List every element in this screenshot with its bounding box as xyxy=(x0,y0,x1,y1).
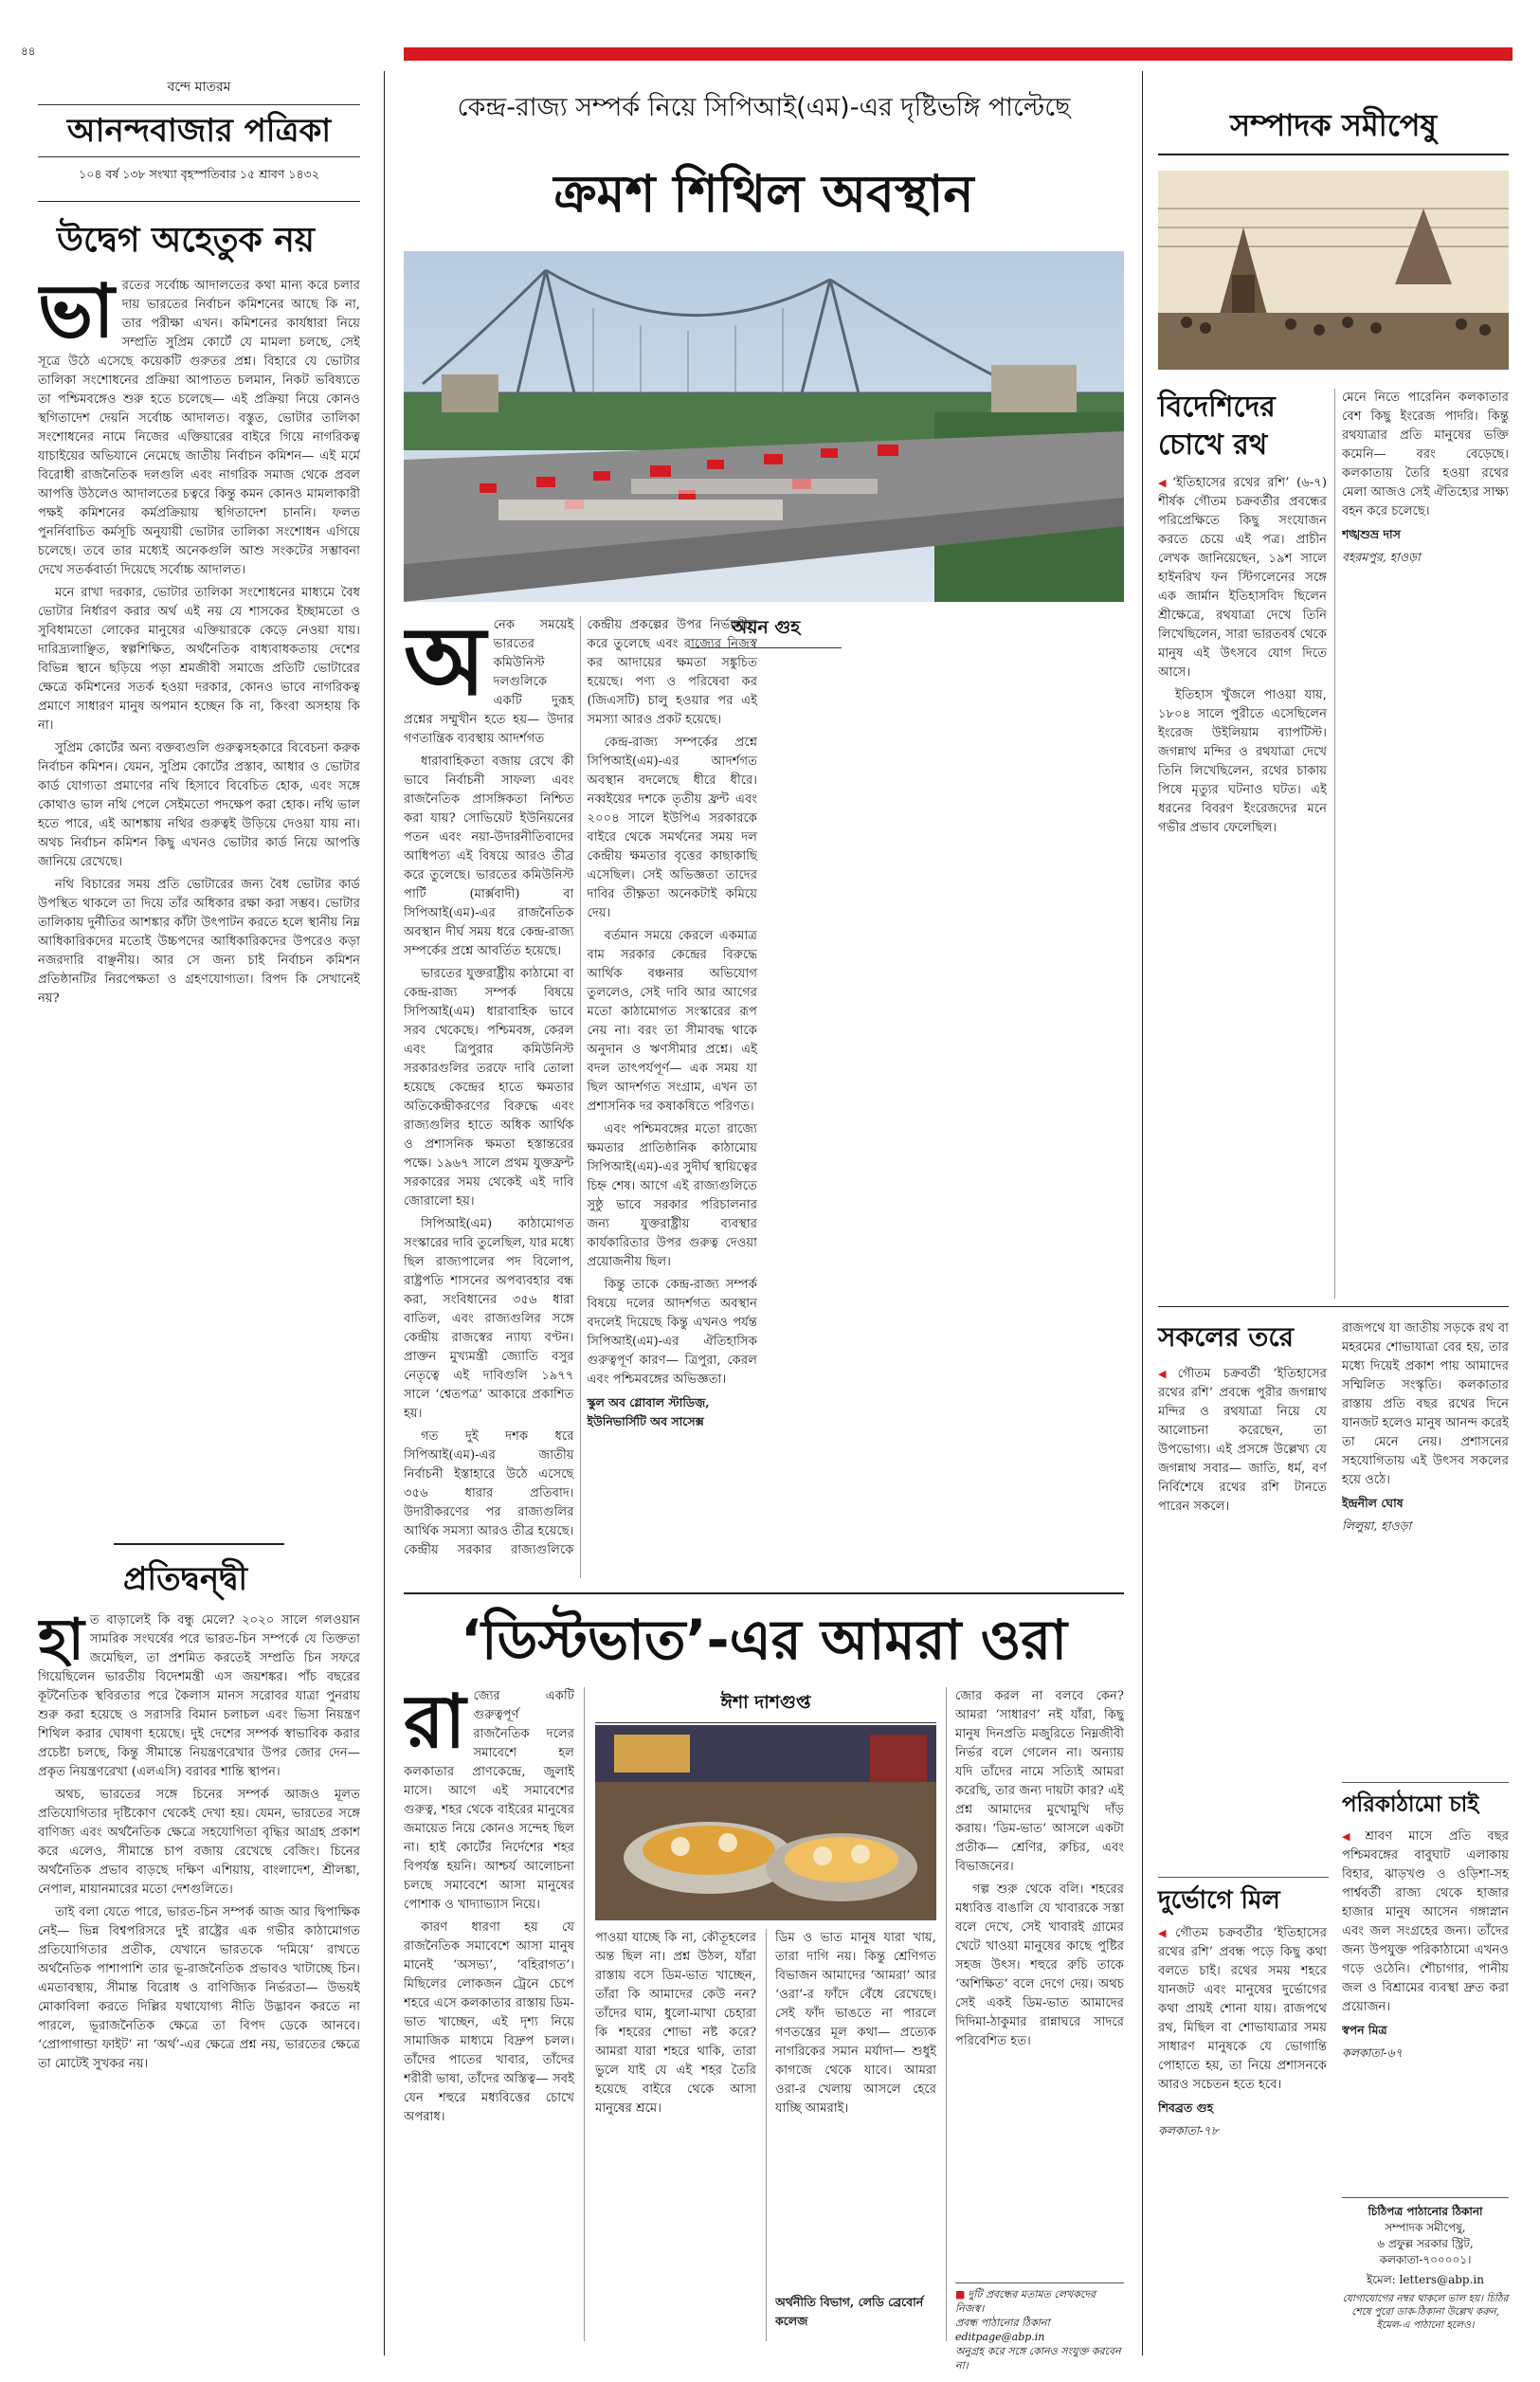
editorial2-dropcap: হা xyxy=(38,1611,84,1673)
article1-lead: নেক সময়েই ভারতের কমিউনিস্ট দলগুলিকে একটি দুরূহ প্রশ্নের সম্মুখীন হতে হয়— উদার গণতান্ত্রিক ব্যবস্থায় আদর্শগত xyxy=(404,618,574,746)
editorial2-para: অথচ, ভারতের সঙ্গে চিনের সম্পর্ক আজও মূলত প্রতিযোগিতার দৃষ্টিকোণ থেকেই দেখা হয়। যেমন, ভারতের সঙ্গে বাণিজ্য এবং অর্থনৈতিক ক্ষেত্রে সহযোগিতা বৃদ্ধির আগ্রহ প্রকাশ করে এলেও, সীমান্তে চাপ বজায় রেখেছে বেজিং। চিনের অর্থনৈতিক প্রভাব বাড়ছে দক্ষিণ এশিয়ায়, বাংলাদেশ, শ্রীলঙ্কা, নেপাল, মায়ানমারের মতো দেশগুলিতে। xyxy=(38,1788,360,1897)
center-divider xyxy=(404,1592,1124,1594)
article2-col2 xyxy=(595,1929,756,2341)
editorial2-para: তাই বলা যেতে পারে, ভারত-চিন সম্পর্ক আজ আর দ্বিপাক্ষিক নেই— ভিন্ন বিশ্বপরিসরে দুই রাষ্ট্রের এক গভীর কাঠামোগত প্রতিযোগিতার প্রতীক, যেখানে ভারতকে ‘দমিয়ে’ রাখতে অর্থনৈতিক পাশাপাশি তার ভূ-রাজনৈতিক প্রভাবও খাটাচ্ছে চিন। এমতাবস্থায়, সীমান্ত বিরোধ ও বাণিজ্যিক নির্ভরতা— উভয়ই মোকাবিলা করতে দিল্লির যথাযোগ্য নীতি উদ্ভাবন করতে না পারলে, ভূরাজনৈতিক ক্ষেত্রে তা বিপদ ডেকে আনবে। ‘প্রোপাগান্ডা ফাইট’ না ‘অর্থ’-এর ক্ষেত্রে প্রশ্ন নয়, ভারতের ক্ষেত্রে তা মোটেই সুখকর নয়। xyxy=(38,1905,360,2071)
article2-para: জ্যের একটি গুরুত্বপূর্ণ রাজনৈতিক দলের সমাবেশে হল কলকাতার প্রাণকেন্দ্রে, জুলাই মাসে। আগে এই সমাবেশের গুরুত্ব, শহর থেকে বাইরের মানুষের জমায়েত নিয়ে কোনও সন্দেহ ছিল না। হাই কোর্টের নির্দেশের শহর বিপর্যস্ত হয়নি। আশ্চর্য আলোচনা চলছে সমাবেশে আসা মানুষের পোশাক ও খাদ্যাভ্যাস নিয়ে। xyxy=(404,1689,574,1912)
letter1-title: বিদেশিদের চোখে রথ xyxy=(1158,391,1276,462)
red-triangle-icon: ◀ xyxy=(1342,1830,1363,1843)
letter3-title: দুর্ভোগে মিল xyxy=(1158,1877,1329,1918)
letter1-signature: শঙ্খশুভ্র দাস xyxy=(1342,527,1401,541)
letter2-signature: ইন্দ্রনীল ঘোষ xyxy=(1342,1496,1404,1510)
article1-para: সিপিআই(এম) কাঠামোগত সংস্কারের দাবি তুলেছিল, যার মধ্যে ছিল রাজ্যপালের পদ বিলোপ, রাষ্ট্রপতি শাসনের অপব্যবহার বন্ধ করা, সংবিধানের ৩৫৬ ধারা বাতিল, এবং রাজ্যগুলির সঙ্গে কেন্দ্রীয় রাজস্বের ন্যায্য বণ্টন। প্রাক্তন মুখ্যমন্ত্রী জ্যোতি বসুর নেতৃত্বে এই দাবিগুলি ১৯৭৭ সালে ‘শ্বেতপত্র’ আকারে প্রকাশিত হয়। xyxy=(404,1217,574,1421)
editorial1-para: রতের সর্বোচ্চ আদালতের কথা মান্য করে চলার দায় ভারতের নির্বাচন কমিশনের আছে কি না, তার পরীক্ষা এখন। কমিশনের কার্যধারা নিয়ে সম্প্রতি সুপ্রিম কোর্টে যে মামলা চলছে, সেই সূত্রে উঠে এসেছে কয়েকটি গুরুতর প্রশ্ন। বিহারে যে ভোটার তালিকা সংশোধনের প্রক্রিয়া আপাতত চলমান, নিকট ভবিষ্যতে তা পশ্চিমবঙ্গেও শুরু হতে চলেছে— এই প্রক্রিয়া নিয়ে কোনও স্থগিতাদেশ দেয়নি সর্বোচ্চ আদালত। বস্তুত, ভোটার তালিকা সংশোধনের নামে নিজের এক্তিয়ারের বাইরে গিয়ে নাগরিকত্ব যাচাইয়ের অভিযানে নেমেছে জাতীয় নির্বাচন কমিশন— এই মর্মে বিরোধী রাজনৈতিক দলগুলি এবং নাগরিক সমাজ থেকে প্রবল আপত্তি উঠলেও আদালতের চত্বরে কিন্তু কমন কোনও মামলাকারী পক্ষই কমিশনের কর্মপ্রক্রিয়ায় স্থগিতাদেশ চাননি। ফলত পুনর্নিবাচিত কর্মসূচি অনুযায়ী ভোটার তালিকা সংশোধন এগিয়ে চলেছে। তবে তার মধ্যেই অনেকগুলি আশু সংকটের সম্ভাবনা দেখে সতর্কবার্তা দিয়েছে সর্বোচ্চ আদালত। xyxy=(38,279,360,577)
editorial2-para: ত বাড়ালেই কি বন্ধু মেলে? ২০২০ সালে গলওয়ান সামরিক সংঘর্ষের পরে ভারত-চিন সম্পর্কে যে তিক্ততা জমেছিল, তা প্রশমিত করতেই সম্প্রতি চিন সফরে গিয়েছিলেন ভারতীয় বিদেশমন্ত্রী এস জয়শঙ্কর। পাঁচ বছরের কূটনৈতিক স্থবিরতার পরে কৈলাস মানস সরোবর যাত্রা পুনরায় শুরু করা হয়েছে ও সরাসরি বিমান চলাচল এবং ভিসা নিয়ন্ত্রণ শিথিল করার ঘোষণা হয়েছে। দুই দেশের সম্পর্ক স্বাভাবিক করার প্রচেষ্টা চলছে, কিন্তু সীমান্তে নিয়ন্ত্রণরেখার উপর জোর দেন— প্রকৃত নিয়ন্ত্রণরেখা (এলএসি) বরাবর শান্তি স্থাপন। xyxy=(38,1613,360,1779)
article2-affiliation: অর্থনীতি বিভাগ, লেডি ব্রেবোর্ন কলেজ xyxy=(775,2295,924,2328)
page-number: ৪৪ xyxy=(21,45,36,58)
article1-body xyxy=(404,616,1124,1578)
letter2-para: ◀ গৌতম চক্রবর্তী ‘ইতিহাসের রথের রশি’ প্রবন্ধে পুরীর জগন্নাথ মন্দির ও রথযাত্রা নিয়ে যে আলোচনা করেছেন, তা উপভোগ্য। এই প্রসঙ্গে উল্লেখ্য যে জগন্নাথ সবার— জাতি, ধর্ম, বর্ণ নির্বিশেষে রথের রশি টানতে পারেন সকলে। xyxy=(1158,1367,1327,1514)
letter1-location: বহরমপুর, হাওড়া xyxy=(1342,550,1421,564)
article2-para: ডিম ও ভাত মানুষ যারা খায়, তারা দাগি নয়। কিন্তু শ্রেণিগত বিভাজন আমাদের ‘আমরা’ আর ‘ওরা’-র ফাঁদে বেঁধে রেখেছে। সেই ফাঁদ ভাঙতে না পারলে গণতন্ত্রের মূল কথা— প্রত্যেক নাগরিকের সমান মর্যাদা— শুধুই কাগজে থেকে যাবে। আমরা ওরা-র খেলায় আসলে হেরে যাচ্ছি আমরাই। xyxy=(775,1931,936,2116)
letter4-signature: স্বপন মিত্র xyxy=(1342,2023,1387,2037)
rath-etching-illustration xyxy=(1158,171,1509,370)
article1-para: ধারাবাহিকতা বজায় রেখে কী ভাবে নির্বাচনী সাফল্য এবং রাজনৈতিক প্রাসঙ্গিকতা নিশ্চিত করা যায়? সোভিয়েট ইউনিয়নের পতন এবং নয়া-উদারনীতিবাদের আধিপত্য এই বিষয়ে আরও তীব্র করে তুলেছে। ভারতের কমিউনিস্ট পার্টি (মার্ক্সবাদী) বা সিপিআই(এম)-এর রাজনৈতিক অবস্থান দীর্ঘ সময় ধরে কেন্দ্র-রাজ্য সম্পর্কের প্রশ্নে আবর্তিত হয়েছে। xyxy=(404,755,574,958)
letters-address-block xyxy=(1342,2197,1509,2332)
note-line: প্রবন্ধ পাঠানোর ঠিকানা editpage@abp.in xyxy=(955,2317,1050,2343)
letter4-location: কলকাতা-৬৭ xyxy=(1342,2046,1403,2060)
note-line: ■ দুটি প্রবন্ধের মতামত লেখকদের নিজস্ব। xyxy=(955,2288,1096,2315)
rally-photo-illustration xyxy=(404,251,1124,602)
address-line: চিঠিপত্র পাঠানোর ঠিকানা xyxy=(1368,2205,1483,2218)
article1-para: গত দুই দশক ধরে সিপিআই(এম)-এর জাতীয় নির্বাচনী ইস্তাহারে উঠে এসেছে ৩৫৬ ধারার প্রতিবাদ। উদারীকরণের পর রাজ্যগুলির আর্থিক সমস্যা আরও তীব্র হয়েছে। কেন্দ্রীয় সরকার রাজ্যগুলিকে কেন্দ্রীয় প্রকল্পের উপর নির্ভরশীল করে তুলেছে এবং রাজ্যের নিজস্ব কর আদায়ের ক্ষমতা সঙ্কুচিত হয়েছে। পণ্য ও পরিষেবা কর (জিএসটি) চালু হওয়ার পর এই সমস্যা আরও প্রকট হয়েছে। xyxy=(404,618,757,1557)
article2-author: ঈশা দাশগুপ্ত xyxy=(595,1689,936,1723)
red-triangle-icon: ◀ xyxy=(1158,1368,1175,1380)
address-email: ইমেল: letters@abp.in xyxy=(1366,2273,1484,2286)
editorial1-body xyxy=(38,277,360,1523)
letters-section-title: সম্পাদক সমীপেষু xyxy=(1158,104,1509,155)
article2-rule xyxy=(946,1687,947,2341)
article1-affiliation: স্কুল অব গ্লোবাল স্টাডিজ়, ইউনিভার্সিটি অব সাসেক্স xyxy=(587,1395,710,1428)
editorial1-dropcap: ভা xyxy=(38,277,115,355)
article1-para: কেন্দ্র-রাজ্য সম্পর্কের প্রশ্নে সিপিআই(এম)-এর আদর্শগত অবস্থান বদলেছে ধীরে ধীরে। নব্বইয়ের দশকে তৃতীয় ফ্রন্ট এবং ২০০৪ সালে ইউপিএ সরকারকে বাইরে থেকে সমর্থনের সময় দল কেন্দ্রীয় ক্ষমতার বৃত্তের কাছাকাছি এসেছিল। সেই অভিজ্ঞতা তাদের দাবির তীক্ষ্ণতা অনেকটাই কমিয়ে দেয়। xyxy=(587,736,757,920)
article2-headline: ‘ডিস্টভাত’-এর আমরা ওরা xyxy=(460,1608,1068,1672)
address-line: সম্পাদক সমীপেষু, xyxy=(1385,2221,1466,2234)
red-square-icon: ■ xyxy=(955,2288,966,2300)
letters-divider xyxy=(1158,1306,1509,1307)
article1-para: ভারতের যুক্তরাষ্ট্রীয় কাঠামো বা কেন্দ্র-রাজ্য সম্পর্ক বিষয়ে সিপিআই(এম) ধারাবাহিক ভাবে সরব থেকেছে। পশ্চিমবঙ্গ, কেরল এবং ত্রিপুরার কমিউনিস্ট সরকারগুলির তরফে দাবি তোলা হয়েছে কেন্দ্রের হাতে ক্ষমতার অতিকেন্দ্রীকরণের বিরুদ্ধে এবং রাজ্যগুলির হাতে অধিক আর্থিক ও প্রশাসনিক ক্ষমতা হস্তান্তরের পক্ষে। ১৯৬৭ সালে প্রথম যুক্তফ্রন্ট সরকারের সময় থেকেই এই দাবি জোরালো হয়। xyxy=(404,967,574,1209)
article2-dropcap: রা xyxy=(404,1687,466,1765)
letter1-col2 xyxy=(1342,389,1509,1299)
editorial2-title: প্রতিদ্বন্দ্বী xyxy=(123,1560,248,1598)
letter1-para: ইতিহাস খুঁজলে পাওয়া যায়, ১৮০৪ সালে পুরীতে এসেছিলেন ইংরেজ উইলিয়াম ব্যাপটিস্ট। জগন্নাথ মন্দির ও রথযাত্রা দেখে তিনি লিখেছিলেন, রথের চাকায় পিষে মৃত্যুর ঘটনাও ঘটত। এই ধরনের বিবরণ ইংরেজদের মনে গভীর প্রভাব ফেলেছিল। xyxy=(1158,688,1327,835)
letter2-title: সকলের তরে xyxy=(1158,1321,1295,1353)
article2-para: পাওয়া যাচ্ছে কি না, কৌতূহলের অন্ত ছিল না। প্রশ্ন উঠল, যাঁরা রাস্তায় বসে ডিম-ভাত খাচ্ছেন, তাঁরা কি আমাদের কেউ নন? তাঁদের ঘাম, ধুলো-মাখা চেহারা কি শহরের শোভা নষ্ট করে? আমরা যারা শহরে থাকি, তারা ভুলে যাই যে এই শহর তৈরি হয়েছে বাইরে থেকে আসা মানুষের শ্রমে। xyxy=(595,1931,756,2116)
masthead xyxy=(38,76,360,186)
letters-image xyxy=(1158,171,1509,370)
article1-author: অয়ন গুহ xyxy=(690,614,842,648)
red-triangle-icon: ◀ xyxy=(1158,1927,1173,1939)
article2-photo xyxy=(595,1725,936,1920)
masthead-issue-line: ১০৪ বর্ষ ১৩৮ সংখ্যা বৃহস্পতিবার ১৫ শ্রাবণ ১৪৩২ xyxy=(79,167,319,181)
letter3-signature: শিবব্রত গুহ xyxy=(1158,2100,1214,2115)
letters-rule xyxy=(1334,389,1335,1299)
article2-col3 xyxy=(775,1929,936,2289)
article2-rule xyxy=(766,1929,767,2341)
food-stall-illustration xyxy=(595,1725,936,1920)
editorial1-para: মনে রাখা দরকার, ভোটার তালিকা সংশোধনের মাধ্যমে বৈধ ভোটার নির্ধারণ করার অর্থ এই নয় যে শাসকের ইচ্ছামতো ও সুবিধামতো লোকের মানুষের এক্তিয়ারকে কেড়ে নেওয়া যায়। দারিদ্র্যলাঞ্ছিত, স্বল্পশিক্ষিত, অর্থনৈতিক বাধ্যবাধকতায় দেশের বিভিন্ন স্থানে ছড়িয়ে পড়া শ্রমজীবী সমাজে প্রতিটি ভোটারের ক্ষেত্রে কমিশনের সতর্ক হওয়া দরকার, কোনও ভাবে নাগরিকত্ব প্রমাণে সাধারণ মানুষ অপমান হচ্ছেন কি না, কিংবা অসহায় কি না। xyxy=(38,586,360,733)
editorial2-body xyxy=(38,1611,360,2351)
article1-photo xyxy=(404,251,1124,602)
article1-para: কিন্তু তাকে কেন্দ্র-রাজ্য সম্পর্ক বিষয়ে দলের আদর্শগত অবস্থান বদলেই দিয়েছে কিন্তু এখনও পর্যন্ত সিপিআই(এম)-এর ঐতিহাসিক গুরুত্বপূর্ণ কারণ— ত্রিপুরা, কেরল এবং পশ্চিমবঙ্গের অভিজ্ঞতা। xyxy=(587,1278,757,1387)
article2-para: কারণ ধারণা হয় যে রাজনৈতিক সমাবেশে আসা মানুষ মানেই ‘অসভ্য’, ‘বহিরাগত’। মিছিলের লোকজন ট্রেনে চেপে শহরে এসে কলকাতার রাস্তায় ডিম-ভাত খাচ্ছেন, এই দৃশ্য নিয়ে সামাজিক মাধ্যমে বিদ্রুপ চলল। তাঁদের পাতের খাবার, তাঁদের শরীরী ভাষা, তাঁদের অস্তিত্ব— সবই যেন শহুরে মধ্যবিত্তের চোখে অপরাধ। xyxy=(404,1920,574,2124)
letter3-para: ◀ গৌতম চক্রবর্তীর ‘ইতিহাসের রথের রশি’ প্রবন্ধ পড়ে কিছু কথা বলতে চাই। রথের সময় শহরে যানজট এবং মানুষের দুর্ভোগের কথা প্রায়ই শোনা যায়। রাজপথে রথ, মিছিল বা শোভাযাত্রার সময় সাধারণ মানুষকে যে ভোগান্তি পোহাতে হয়, তা নিয়ে প্রশাসনকে আরও সচেতন হতে হবে। xyxy=(1158,1926,1327,2092)
letter2-col2 xyxy=(1342,1319,1509,1774)
editorial1-para: সুপ্রিম কোর্টের অন্য বক্তব্যগুলি গুরুত্বসহকারে বিবেচনা করুক নির্বাচন কমিশন। যেমন, সুপ্রিম কোর্টের প্রস্তাব, আধার ও ভোটার কার্ড যোগ্যতা প্রমাণের নথি হিসাবে বিবেচিত হোক, এবং সঙ্গে কোথাও ভাল নথি পেলে সেইমতো পদক্ষেপ করা হোক। নথি ভাল হতে পারে, এই আশঙ্কায় নথির গুরুত্বই উড়িয়ে দেওয়া যায় না। অথচ নির্বাচন কমিশন কিছু এখনও ভোটার কার্ড নিয়ে আপত্তি জানিয়ে রেখেছে। xyxy=(38,741,360,869)
masthead-divider xyxy=(38,201,360,202)
letter1-para: ◀ ‘ইতিহাসের রথের রশি’ (৬-৭) শীর্ষক গৌতম চক্রবর্তীর প্রবন্ধের পরিপ্রেক্ষিতে কিছু সংযোজন করতে চেয়ে এই পত্র। প্রাচীন লেখক জানিয়েছেন, ১৯শ সালে হাইনরিখ ফন স্টিগলেনের সঙ্গে এক জার্মান ইতিহাসবিদ ছিলেন শ্রীক্ষেত্রে, রথযাত্রা দেখে তিনি লিখেছিলেন, সারা ভারতবর্ষ থেকে মানুষ এই উৎসবে যোগ দিতে আসে। xyxy=(1158,476,1327,680)
letter1-para: মেনে নিতে পারেনিন কলকাতার বেশ কিছু ইংরেজ পাদরি। কিন্তু রথযাত্রার প্রতি মানুষের ভক্তি কমেনি— বরং বেড়েছে। কলকাতায় তৈরি হওয়া রথের মেলা আজও সেই ঐতিহ্যের সাক্ষ্য বহন করে চলেছে। xyxy=(1342,391,1509,518)
top-red-bar xyxy=(404,47,1513,61)
letter3-location: কলকাতা-৭৮ xyxy=(1158,2123,1219,2137)
letter2-location: লিলুয়া, হাওড়া xyxy=(1342,1518,1412,1533)
address-line: কলকাতা-৭০০০০১। xyxy=(1379,2253,1472,2266)
article1-para: এবং পশ্চিমবঙ্গের মতো রাজ্যে ক্ষমতার প্রাতিষ্ঠানিক কাঠামোয় সিপিআই(এম)-এর সুদীর্ঘ স্থায়িত্বের চিহ্ন শেষ। আগে এই রাজ্যগুলিতে সুষ্ঠু ভাবে সরকার পরিচালনার জন্য যুক্তরাষ্ট্রীয় ব্যবস্থার কার্যকারিতার উপর গুরুত্ব দেওয়া প্রয়োজনীয় ছিল। xyxy=(587,1122,757,1269)
article2-col1 xyxy=(404,1687,574,2341)
red-triangle-icon: ◀ xyxy=(1158,477,1169,489)
editorial1-para: নথি বিচারের সময় প্রতি ভোটারের জন্য বৈধ ভোটার কার্ড উপস্থিত থাকলে তা দিয়ে তাঁর অধিকার রক্ষা করা সম্ভব। ভোটার তালিকায় দুর্নীতির আশঙ্কার কাঁটা উৎপাটন করতে হলে স্থানীয় নিম্ন আধিকারিকদের মতোই উচ্চপদের আধিকারিকদের উপরেও কড়া নজরদারি বাঞ্ছনীয়। আর সে জন্য চাই নির্বাচন কমিশন প্রতিষ্ঠানটির নিরপেক্ষতা ও গ্রহণযোগ্যতা। বিপদ কি সেখানেই নয়? xyxy=(38,878,360,1006)
address-note: যোগাযোগের নম্বর থাকলে ভাল হয়। চিঠির শেষে পুরো ডাক-ঠিকানা উল্লেখ করুন, ইমেল-এ পাঠানো হলেও। xyxy=(1342,2293,1509,2331)
letter1-col1 xyxy=(1158,474,1327,1299)
article2-rule xyxy=(584,1687,585,2341)
editorial1-title: উদ্বেগ অহেতুক নয় xyxy=(57,221,316,260)
article1-para: বর্তমান সময়ে কেরলে একমাত্র বাম সরকার কেন্দ্রের বিরুদ্ধে আর্থিক বঞ্চনার অভিযোগ তুললেও, সেই দাবি আর আগের মতো কাঠামোগত সংস্কারের রূপ নেয় না। বরং তা সীমাবদ্ধ থাকে অনুদান ও ঋণসীমার প্রশ্নে। এই বদল তাৎপর্যপূর্ণ— এক সময় যা ছিল আদর্শগত সংগ্রাম, এখন তা প্রশাসনিক দর কষাকষিতে পরিণত। xyxy=(587,929,757,1114)
article2-note xyxy=(955,2282,1124,2373)
note-line: অনুগ্রহ করে সঙ্গে কোনও সংযুক্ত করবেন না। xyxy=(955,2345,1121,2372)
letter3-body xyxy=(1158,1924,1327,2341)
article2-affiliation-block xyxy=(775,2289,936,2337)
letter2-col1 xyxy=(1158,1365,1327,1867)
article2-para: গল্প শুরু থেকে বলি। শহরের মধ্যবিত্ত বাঙালি যে খাবারকে সস্তা বলে দেখে, সেই খাবারই গ্রামের খেটে খাওয়া মানুষের কাছে পুষ্টির সহজ উৎস। শহুরে রুচি তাকে ‘অশিক্ষিত’ বলে দেগে দেয়। অথচ সেই একই ডিম-ভাত আমাদের দিদিমা-ঠাকুমার রান্নাঘরে সাদরে পরিবেশিত হত। xyxy=(955,1882,1124,2048)
article2-col4 xyxy=(955,1687,1124,2275)
right-column-rule xyxy=(1142,71,1143,2355)
masthead-motto: বন্দে মাতরম xyxy=(167,80,231,95)
letter4-body xyxy=(1342,1827,1509,2188)
letter4-title: পরিকাঠামো চাই xyxy=(1342,1782,1509,1821)
article1-dropcap: অ xyxy=(404,616,486,717)
left-column-rule xyxy=(384,71,385,2355)
article2-para: জোর করল না বলবে কেন? আমরা ‘সাধারণ’ নই যাঁরা, কিছু মানুষ দিনপ্রতি মজুরিতে নিম্নজীবী নির্ভর বলে গেলেন না। অন্যায় যদি তাঁদের নামে সত্যিই আমরা করেছি, তার জন্য দায়টা কার? এই প্রশ্ন আমাদের মুখোমুখি দাঁড় করায়। ‘ডিম-ভাত’ আসলে একটা প্রতীক— শ্রেণির, রুচির, এবং বিভাজনের। xyxy=(955,1689,1124,1874)
letter2-para: রাজপথে যা জাতীয় সড়কে রথ বা মহরমের শোভাযাত্রা বের হয়, তার মধ্যে দিয়েই প্রকাশ পায় আমাদের সম্মিলিত সংস্কৃতি। কলকাতার রাস্তায় প্রতি বছর রথের দিনে যানজট হলেও মানুষ আনন্দ করেই তা মেনে নেয়। প্রশাসনের সহযোগিতায় এই উৎসব সকলের হয়ে ওঠে। xyxy=(1342,1321,1509,1487)
article1-kicker: কেন্দ্র-রাজ্য সম্পর্ক নিয়ে সিপিআই(এম)-এর দৃষ্টিভঙ্গি পাল্টেছে xyxy=(457,93,1071,122)
article1-headline: ক্রমশ শিথিল অবস্থান xyxy=(553,164,974,224)
masthead-name: আনন্দবাজার পত্রিকা xyxy=(38,104,360,157)
address-line: ৬ প্রফুল্ল সরকার স্ট্রিট, xyxy=(1377,2237,1474,2250)
letter4-para: ◀ শ্রাবণ মাসে প্রতি বছর পশ্চিমবঙ্গের বাবুঘাট এলাকায় বিহার, ঝাড়খণ্ড ও ওড়িশা-সহ পার্শ্ববর্তী রাজ্য থেকে হাজার হাজার মানুষ আসেন গঙ্গাস্নান এবং জল সংগ্রহের জন্য। তাঁদের জন্য উপযুক্ত পরিকাঠামো এখনও গড়ে ওঠেনি। শৌচাগার, পানীয় জল ও বিশ্রামের ব্যবস্থা দ্রুত করা প্রয়োজন। xyxy=(1342,1829,1509,2014)
editorial-divider xyxy=(114,1543,284,1545)
